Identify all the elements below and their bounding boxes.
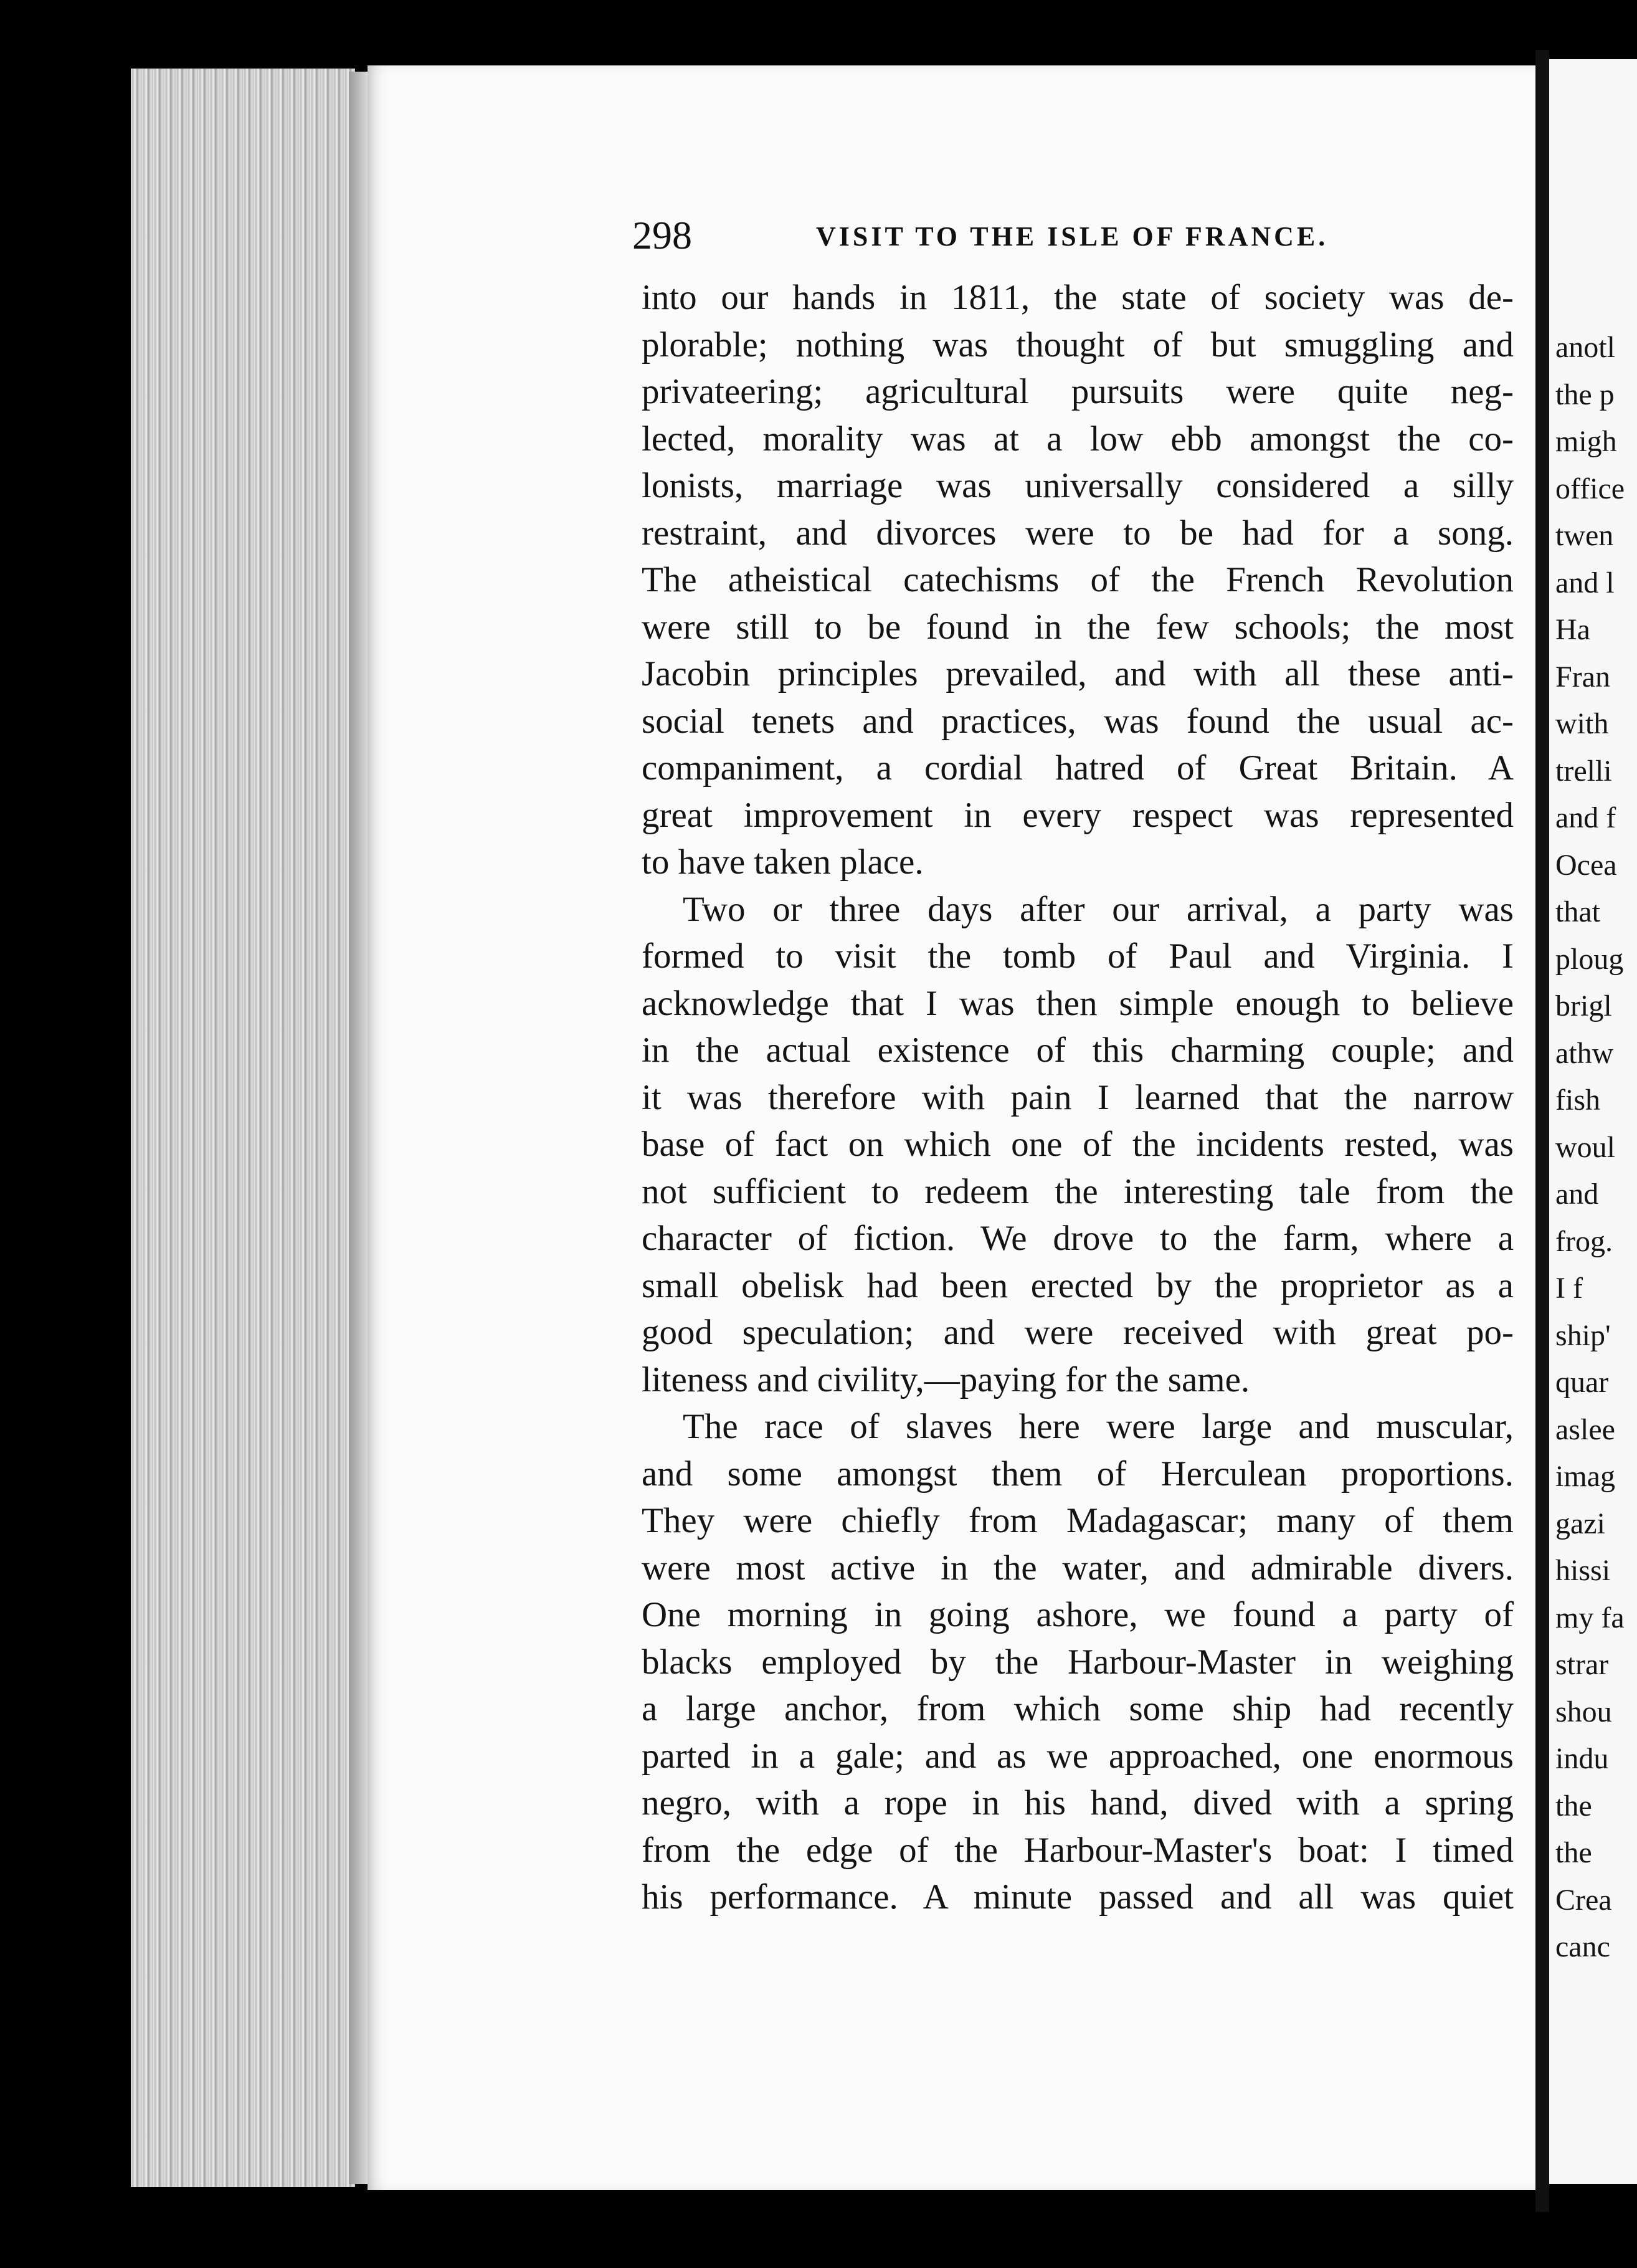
text-line: social tenets and practices, was found the usual ac- xyxy=(642,701,1514,741)
next-page-line: indu xyxy=(1555,1742,1609,1775)
next-page-line: and xyxy=(1555,1178,1599,1211)
next-page-line: the xyxy=(1555,1789,1592,1822)
next-page-line: Crea xyxy=(1555,1883,1612,1917)
next-page-line: frog. xyxy=(1555,1224,1613,1258)
text-line: They were chiefly from Madagascar; many of them xyxy=(642,1501,1514,1540)
text-line: negro, with a rope in his hand, dived with a spring xyxy=(642,1783,1514,1822)
text-line: small obelisk had been erected by the proprietor as a xyxy=(642,1265,1514,1305)
text-line: One morning in going ashore, we found a party of xyxy=(642,1595,1514,1634)
text-line: blacks employed by the Harbour-Master in weighing xyxy=(642,1642,1514,1682)
next-page-line: office xyxy=(1555,472,1625,505)
next-page-line: anotl xyxy=(1555,331,1615,364)
next-page-line: trelli xyxy=(1555,754,1612,788)
text-line: formed to visit the tomb of Paul and Virginia. I xyxy=(642,936,1514,976)
text-line: The atheistical catechisms of the French Revolution xyxy=(642,560,1514,599)
text-line: great improvement in every respect was represented xyxy=(642,795,1514,835)
next-page-line: Ha xyxy=(1555,613,1590,646)
book-page-right-partial xyxy=(1549,59,1637,2184)
text-line: lected, morality was at a low ebb amongst the co- xyxy=(642,419,1514,459)
book-page-edges xyxy=(131,69,355,2187)
body-text xyxy=(642,274,1514,1921)
next-page-line: imag xyxy=(1555,1460,1615,1493)
text-line: privateering; agricultural pursuits were quite neg- xyxy=(642,372,1514,411)
text-line: from the edge of the Harbour-Master's boat: I timed xyxy=(642,1830,1514,1870)
text-line: good speculation; and were received with great po- xyxy=(642,1313,1514,1352)
next-page-line: my fa xyxy=(1555,1601,1625,1634)
text-line: in the actual existence of this charming couple; and xyxy=(642,1031,1514,1070)
next-page-line: athw xyxy=(1555,1036,1614,1070)
text-line: were most active in the water, and admirable divers. xyxy=(642,1548,1514,1588)
next-page-line: hissi xyxy=(1555,1554,1611,1587)
next-page-line: quar xyxy=(1555,1366,1609,1399)
text-line: lonists, marriage was universally considered a silly xyxy=(642,466,1514,505)
next-page-line: brigl xyxy=(1555,989,1612,1022)
text-line: companiment, a cordial hatred of Great Britain. A xyxy=(642,748,1514,788)
text-line: Two or three days after our arrival, a party was xyxy=(683,889,1514,929)
next-page-line: canc xyxy=(1555,1930,1610,1963)
text-line: into our hands in 1811, the state of society was de- xyxy=(642,278,1514,317)
book-gutter xyxy=(1535,50,1549,2212)
next-page-line: with xyxy=(1555,707,1609,740)
text-line: Jacobin principles prevailed, and with all these anti- xyxy=(642,654,1514,693)
next-page-line: the xyxy=(1555,1836,1592,1869)
text-line: and some amongst them of Herculean proportions. xyxy=(642,1454,1514,1494)
running-head: VISIT TO THE ISLE OF FRANCE. xyxy=(816,221,1329,252)
text-line: his performance. A minute passed and all was quiet xyxy=(642,1877,1514,1917)
next-page-line: that xyxy=(1555,895,1600,928)
next-page-line: I f xyxy=(1555,1272,1583,1305)
text-line: plorable; nothing was thought of but smuggling and xyxy=(642,325,1514,364)
next-page-line: gazi xyxy=(1555,1507,1605,1540)
text-line: liteness and civility,—paying for the same. xyxy=(642,1360,1250,1399)
text-line: it was therefore with pain I learned that the narrow xyxy=(642,1077,1514,1117)
page-header xyxy=(632,211,1517,260)
text-line: The race of slaves here were large and muscular, xyxy=(683,1407,1514,1446)
next-page-line: ploug xyxy=(1555,942,1624,976)
text-line: parted in a gale; and as we approached, one enormous xyxy=(642,1736,1514,1776)
text-line: character of fiction. We drove to the farm, where a xyxy=(642,1219,1514,1258)
next-page-text xyxy=(1555,324,1625,1971)
text-line: base of fact on which one of the incidents rested, was xyxy=(642,1125,1514,1164)
page-number: 298 xyxy=(632,213,692,257)
next-page-line: strar xyxy=(1555,1648,1609,1681)
next-page-line: woul xyxy=(1555,1130,1615,1164)
next-page-line: Ocea xyxy=(1555,848,1617,882)
text-line: were still to be found in the few schools; the most xyxy=(642,607,1514,647)
next-page-line: and f xyxy=(1555,801,1616,834)
next-page-line: shou xyxy=(1555,1695,1612,1728)
text-line: to have taken place. xyxy=(642,842,924,882)
next-page-line: the p xyxy=(1555,378,1615,411)
text-line: acknowledge that I was then simple enough to believe xyxy=(642,983,1514,1023)
next-page-line: and l xyxy=(1555,566,1615,599)
next-page-line: fish xyxy=(1555,1084,1600,1117)
next-page-line: migh xyxy=(1555,425,1617,458)
next-page-line: Fran xyxy=(1555,660,1610,693)
text-line: restraint, and divorces were to be had for a song. xyxy=(642,513,1514,553)
next-page-line: ship' xyxy=(1555,1318,1611,1352)
text-line: not sufficient to redeem the interesting tale from the xyxy=(642,1171,1514,1211)
next-page-line: aslee xyxy=(1555,1413,1615,1446)
text-line: a large anchor, from which some ship had recently xyxy=(642,1689,1514,1728)
next-page-line: twen xyxy=(1555,519,1614,552)
